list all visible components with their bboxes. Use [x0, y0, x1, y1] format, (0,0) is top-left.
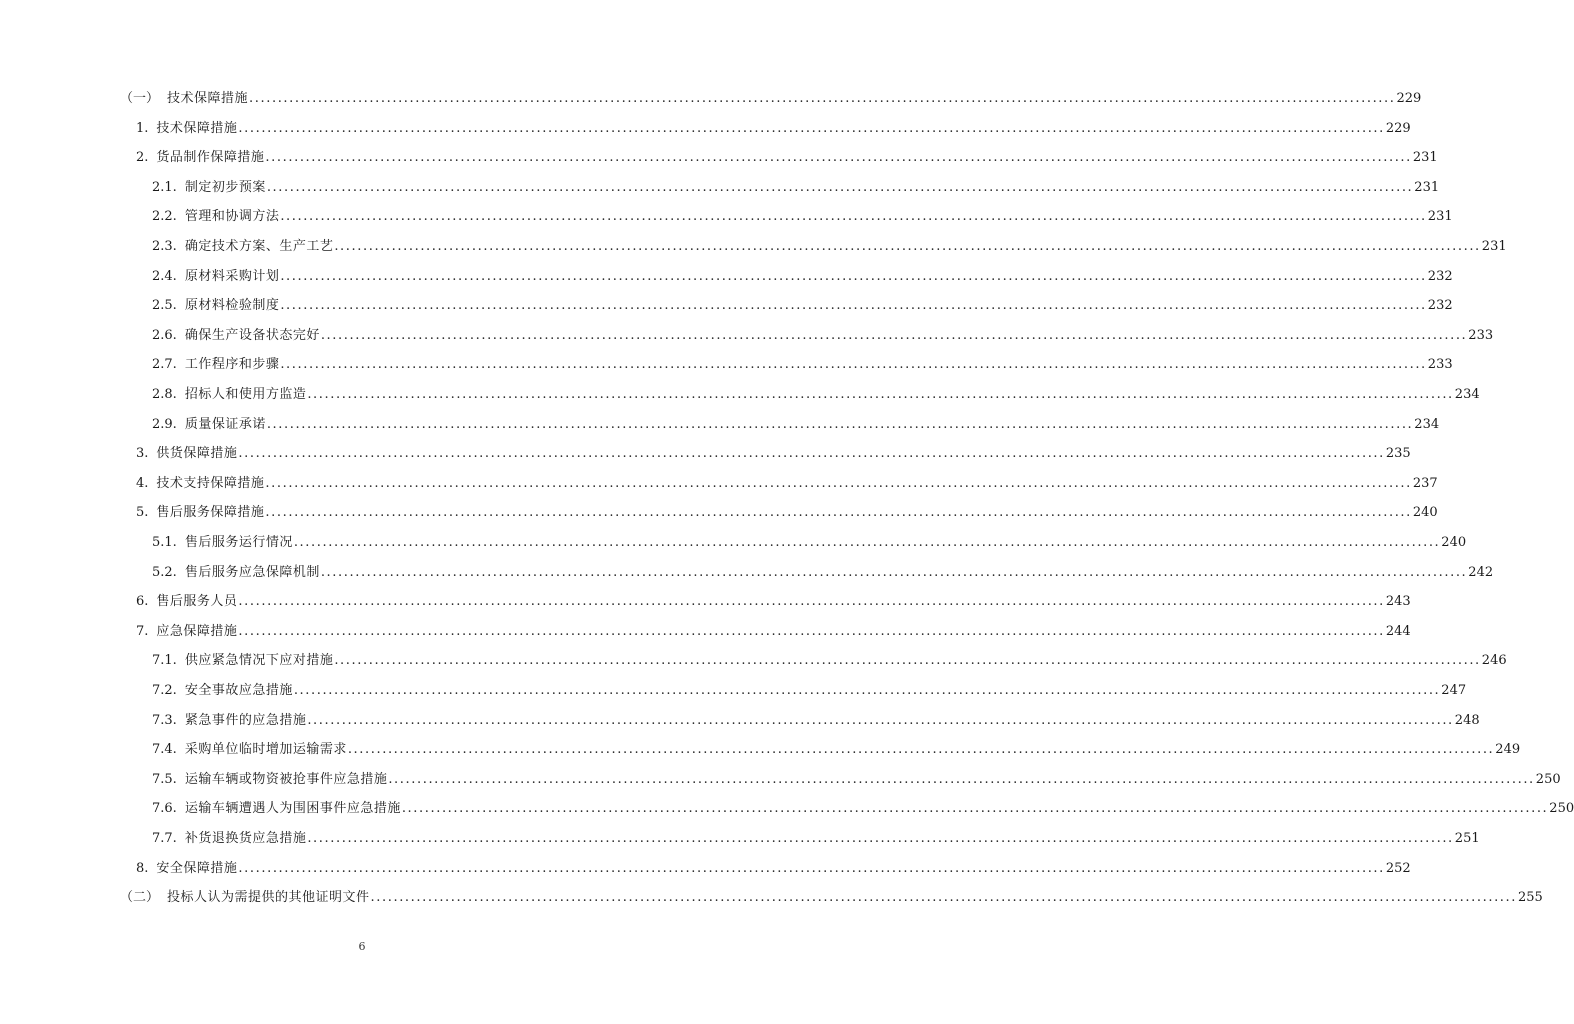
toc-entry[interactable] [0, 414, 1440, 436]
toc-entry[interactable] [0, 147, 1438, 169]
toc-entry[interactable] [0, 591, 1411, 613]
toc-entry[interactable] [0, 710, 1480, 732]
toc-entry[interactable] [0, 650, 1507, 672]
toc-entry-page: 229 [1396, 91, 1422, 106]
toc-entry[interactable] [0, 828, 1480, 850]
dot-leader: ........................................................................................................................................................................................................ [249, 91, 1396, 106]
toc-entry-number: 2.7. [152, 357, 177, 373]
toc-entry[interactable] [0, 769, 1561, 791]
dot-leader: ........................................................................................................................................................................................................ [238, 594, 1385, 610]
toc-entry[interactable] [0, 354, 1453, 376]
dot-leader: ........................................................................................................................................................................................................ [307, 387, 1454, 402]
toc-entry-title: 供应紧急情况下应对措施 [184, 653, 334, 669]
toc-entry-title: 售后服务运行情况 [184, 535, 293, 550]
dot-leader: ........................................................................................................................................................................................................ [293, 683, 1441, 698]
toc-entry-title: 制定初步预案 [184, 179, 266, 195]
toc-entry[interactable] [0, 858, 1411, 880]
toc-entry-title: 技术支持保障措施 [156, 475, 265, 491]
toc-entry-page: 232 [1427, 268, 1453, 284]
dot-leader: ........................................................................................................................................................................................................ [280, 209, 1427, 225]
dot-leader: ........................................................................................................................................................................................................ [307, 831, 1454, 846]
toc-entry-number: 7.7. [152, 831, 177, 846]
toc-entry-page: 229 [1385, 120, 1411, 136]
toc-entry[interactable] [0, 562, 1494, 584]
toc-entry-title: 安全保障措施 [156, 860, 238, 876]
toc-entry[interactable] [0, 887, 1543, 909]
toc-entry-number: 2.3. [152, 239, 177, 254]
toc-entry-number: 7.2. [152, 683, 177, 698]
toc-entry-page: 250 [1535, 771, 1561, 787]
toc-entry-title: 投标人认为需提供的其他证明文件 [167, 890, 370, 906]
toc-entry-title: 确定技术方案、生产工艺 [184, 239, 334, 254]
toc-entry[interactable] [0, 118, 1411, 140]
toc-entry-page: 240 [1412, 505, 1438, 521]
toc-entry-number: 7. [136, 623, 149, 639]
toc-entry[interactable] [0, 88, 1422, 110]
toc-entry-page: 234 [1454, 387, 1480, 402]
dot-leader: ........................................................................................................................................................................................................ [238, 446, 1385, 462]
dot-leader: ........................................................................................................................................................................................................ [293, 535, 1441, 550]
toc-entry-page: 231 [1427, 209, 1453, 225]
dot-leader: ........................................................................................................................................................................................................ [238, 623, 1385, 639]
toc-entry-title: 售后服务应急保障机制 [184, 564, 320, 580]
toc-entry[interactable] [0, 502, 1438, 524]
dot-leader: ........................................................................................................................................................................................................ [238, 120, 1385, 136]
toc-entry-title: 运输车辆遭遇人为围困事件应急措施 [184, 801, 401, 817]
toc-entry-number: 3. [136, 446, 149, 462]
toc-entry-page: 240 [1441, 535, 1467, 550]
toc-entry-number: 7.3. [152, 712, 177, 728]
toc-entry-number: 1. [136, 120, 149, 136]
toc-entry-page: 233 [1468, 327, 1494, 343]
toc-entry[interactable] [0, 266, 1453, 288]
toc-entry[interactable] [0, 325, 1494, 347]
toc-entry[interactable] [0, 680, 1467, 702]
toc-entry[interactable] [0, 236, 1507, 258]
toc-entry-number: 2.4. [152, 268, 177, 284]
toc-entry-title: 运输车辆或物资被抢事件应急措施 [184, 771, 388, 787]
toc-entry-page: 243 [1385, 594, 1411, 610]
toc-entry-title: 技术保障措施 [167, 91, 249, 106]
toc-entry-title: 确保生产设备状态完好 [184, 327, 320, 343]
toc-entry-number: 7.6. [152, 801, 177, 817]
toc-entry[interactable] [0, 206, 1453, 228]
toc-entry[interactable] [0, 177, 1440, 199]
dot-leader: ........................................................................................................................................................................................................ [307, 712, 1454, 728]
toc-entry-page: 244 [1385, 623, 1411, 639]
toc-entry-title: 供货保障措施 [156, 446, 238, 462]
toc-entry-page: 235 [1385, 446, 1411, 462]
toc-entry-page: 255 [1518, 890, 1543, 906]
toc-entry-page: 248 [1454, 712, 1480, 728]
toc-entry-title: 质量保证承诺 [184, 416, 266, 432]
toc-entry-number: 2.6. [152, 327, 177, 343]
toc-entry-number: 5.2. [152, 564, 177, 580]
page-number: 6 [358, 940, 366, 953]
dot-leader: ........................................................................................................................................................................................................ [320, 564, 1468, 580]
toc-entry[interactable] [0, 473, 1438, 495]
dot-leader: ........................................................................................................................................................................................................ [280, 298, 1427, 314]
dot-leader: ........................................................................................................................................................................................................ [265, 505, 1412, 521]
toc-entry-number: 7.5. [152, 771, 177, 787]
toc-entry-page: 237 [1412, 475, 1438, 491]
toc-entry-title: 货品制作保障措施 [156, 150, 265, 166]
toc-entry-page: 250 [1549, 801, 1574, 817]
toc-entry-number: 2.2. [152, 209, 177, 225]
dot-leader: ........................................................................................................................................................................................................ [280, 357, 1427, 373]
toc-entry-number: 4. [136, 475, 149, 491]
toc-entry-number: 2.5. [152, 298, 177, 314]
toc-entry-number: （一） [120, 91, 160, 106]
toc-entry-page: 249 [1495, 742, 1521, 758]
toc-entry-number: 7.4. [152, 742, 177, 758]
toc-entry[interactable] [0, 798, 1574, 820]
toc-entry-title: 应急保障措施 [156, 623, 238, 639]
toc-entry-page: 233 [1427, 357, 1453, 373]
toc-entry-number: 6. [136, 594, 149, 610]
dot-leader: ........................................................................................................................................................................................................ [334, 653, 1481, 669]
toc-entry-number: 5.1. [152, 535, 177, 550]
toc-entry-title: 原材料检验制度 [184, 298, 280, 314]
dot-leader: ........................................................................................................................................................................................................ [320, 327, 1468, 343]
toc-entry-title: 安全事故应急措施 [184, 683, 293, 698]
toc-entry[interactable] [0, 739, 1521, 761]
toc-entry-number: （二） [120, 890, 160, 906]
dot-leader: ........................................................................................................................................................................................................ [265, 475, 1412, 491]
toc-entry-title: 紧急事件的应急措施 [184, 712, 307, 728]
toc-entry-page: 247 [1441, 683, 1467, 698]
toc-entry[interactable] [0, 295, 1453, 317]
dot-leader: ........................................................................................................................................................................................................ [334, 239, 1481, 254]
toc-entry-title: 补货退换货应急措施 [184, 831, 307, 846]
toc-entry-page: 246 [1481, 653, 1507, 669]
toc-entry-page: 242 [1468, 564, 1494, 580]
toc-entry-number: 2.8. [152, 387, 177, 402]
toc-entry-page: 252 [1385, 860, 1411, 876]
dot-leader: ........................................................................................................................................................................................................ [238, 860, 1385, 876]
toc-entry[interactable] [0, 621, 1411, 643]
dot-leader: ........................................................................................................................................................................................................ [347, 742, 1495, 758]
dot-leader: ........................................................................................................................................................................................................ [388, 771, 1535, 787]
toc-entry[interactable] [0, 443, 1411, 465]
toc-entry-title: 技术保障措施 [156, 120, 238, 136]
toc-entry-title: 招标人和使用方监造 [184, 387, 307, 402]
toc-entry-number: 2.1. [152, 179, 177, 195]
toc-entry-title: 原材料采购计划 [184, 268, 280, 284]
dot-leader: ........................................................................................................................................................................................................ [280, 268, 1427, 284]
toc-entry-number: 5. [136, 505, 149, 521]
dot-leader: ........................................................................................................................................................................................................ [265, 150, 1412, 166]
dot-leader: ........................................................................................................................................................................................................ [401, 801, 1549, 817]
toc-entry-number: 7.1. [152, 653, 177, 669]
toc-entry-number: 8. [136, 860, 149, 876]
toc-entry[interactable] [0, 532, 1467, 554]
toc-entry-title: 售后服务保障措施 [156, 505, 265, 521]
toc-entry-title: 采购单位临时增加运输需求 [184, 742, 347, 758]
dot-leader: ........................................................................................................................................................................................................ [370, 890, 1517, 906]
toc-entry-number: 2. [136, 150, 149, 166]
toc-entry-page: 231 [1412, 150, 1438, 166]
dot-leader: ........................................................................................................................................................................................................ [266, 179, 1414, 195]
toc-entry-page: 231 [1414, 179, 1440, 195]
toc-entry-number: 2.9. [152, 416, 177, 432]
toc-entry-title: 管理和协调方法 [184, 209, 280, 225]
toc-entry-page: 234 [1414, 416, 1440, 432]
toc-entry-title: 工作程序和步骤 [184, 357, 280, 373]
toc-entry-page: 251 [1454, 831, 1480, 846]
dot-leader: ........................................................................................................................................................................................................ [266, 416, 1414, 432]
toc-entry-page: 231 [1481, 239, 1507, 254]
toc-entry-page: 232 [1427, 298, 1453, 314]
toc-entry[interactable] [0, 384, 1480, 406]
toc-entry-title: 售后服务人员 [156, 594, 238, 610]
